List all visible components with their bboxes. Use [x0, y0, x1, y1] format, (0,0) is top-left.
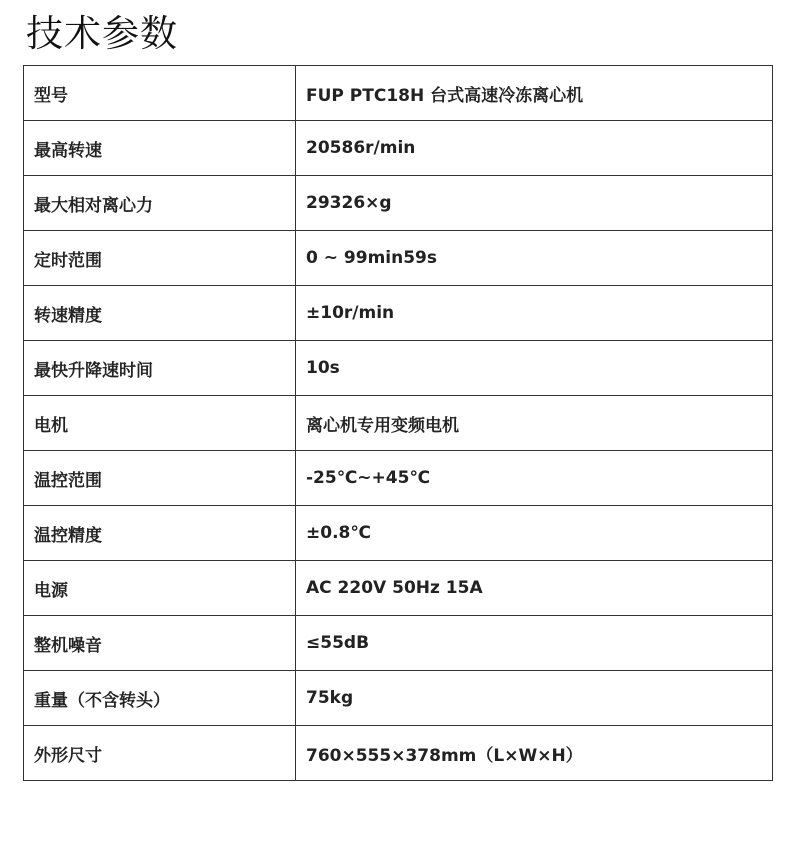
- table-row: [24, 66, 773, 121]
- spec-value: 10s: [296, 341, 773, 396]
- spec-label: 定时范围: [24, 231, 296, 286]
- spec-label: 重量（不含转头）: [24, 671, 296, 726]
- spec-label: 转速精度: [24, 286, 296, 341]
- spec-value: ±10r/min: [296, 286, 773, 341]
- spec-value: 离心机专用变频电机: [296, 396, 773, 451]
- spec-label: 温控精度: [24, 506, 296, 561]
- spec-value: 760×555×378mm（L×W×H）: [296, 726, 773, 781]
- table-row: [24, 341, 773, 396]
- spec-label: 最高转速: [24, 121, 296, 176]
- table-row: [24, 176, 773, 231]
- spec-label: 温控范围: [24, 451, 296, 506]
- spec-value: 20586r/min: [296, 121, 773, 176]
- spec-value: AC 220V 50Hz 15A: [296, 561, 773, 616]
- spec-label: 外形尺寸: [24, 726, 296, 781]
- spec-value: 0 ~ 99min59s: [296, 231, 773, 286]
- spec-value: 29326×g: [296, 176, 773, 231]
- spec-value: ±0.8℃: [296, 506, 773, 561]
- spec-label: 最快升降速时间: [24, 341, 296, 396]
- page-title: 技术参数: [26, 12, 178, 55]
- spec-label: 型号: [24, 66, 296, 121]
- spec-value: 75kg: [296, 671, 773, 726]
- spec-value: -25℃~+45℃: [296, 451, 773, 506]
- table-row: [24, 451, 773, 506]
- spec-table: [23, 65, 773, 781]
- table-row: [24, 671, 773, 726]
- table-row: [24, 561, 773, 616]
- table-row: [24, 231, 773, 286]
- spec-label: 电源: [24, 561, 296, 616]
- spec-label: 整机噪音: [24, 616, 296, 671]
- table-row: [24, 726, 773, 781]
- table-row: [24, 616, 773, 671]
- spec-label: 电机: [24, 396, 296, 451]
- table-row: [24, 396, 773, 451]
- spec-label: 最大相对离心力: [24, 176, 296, 231]
- table-row: [24, 121, 773, 176]
- spec-value: ≤55dB: [296, 616, 773, 671]
- table-row: [24, 286, 773, 341]
- table-row: [24, 506, 773, 561]
- spec-value: FUP PTC18H 台式高速冷冻离心机: [296, 66, 773, 121]
